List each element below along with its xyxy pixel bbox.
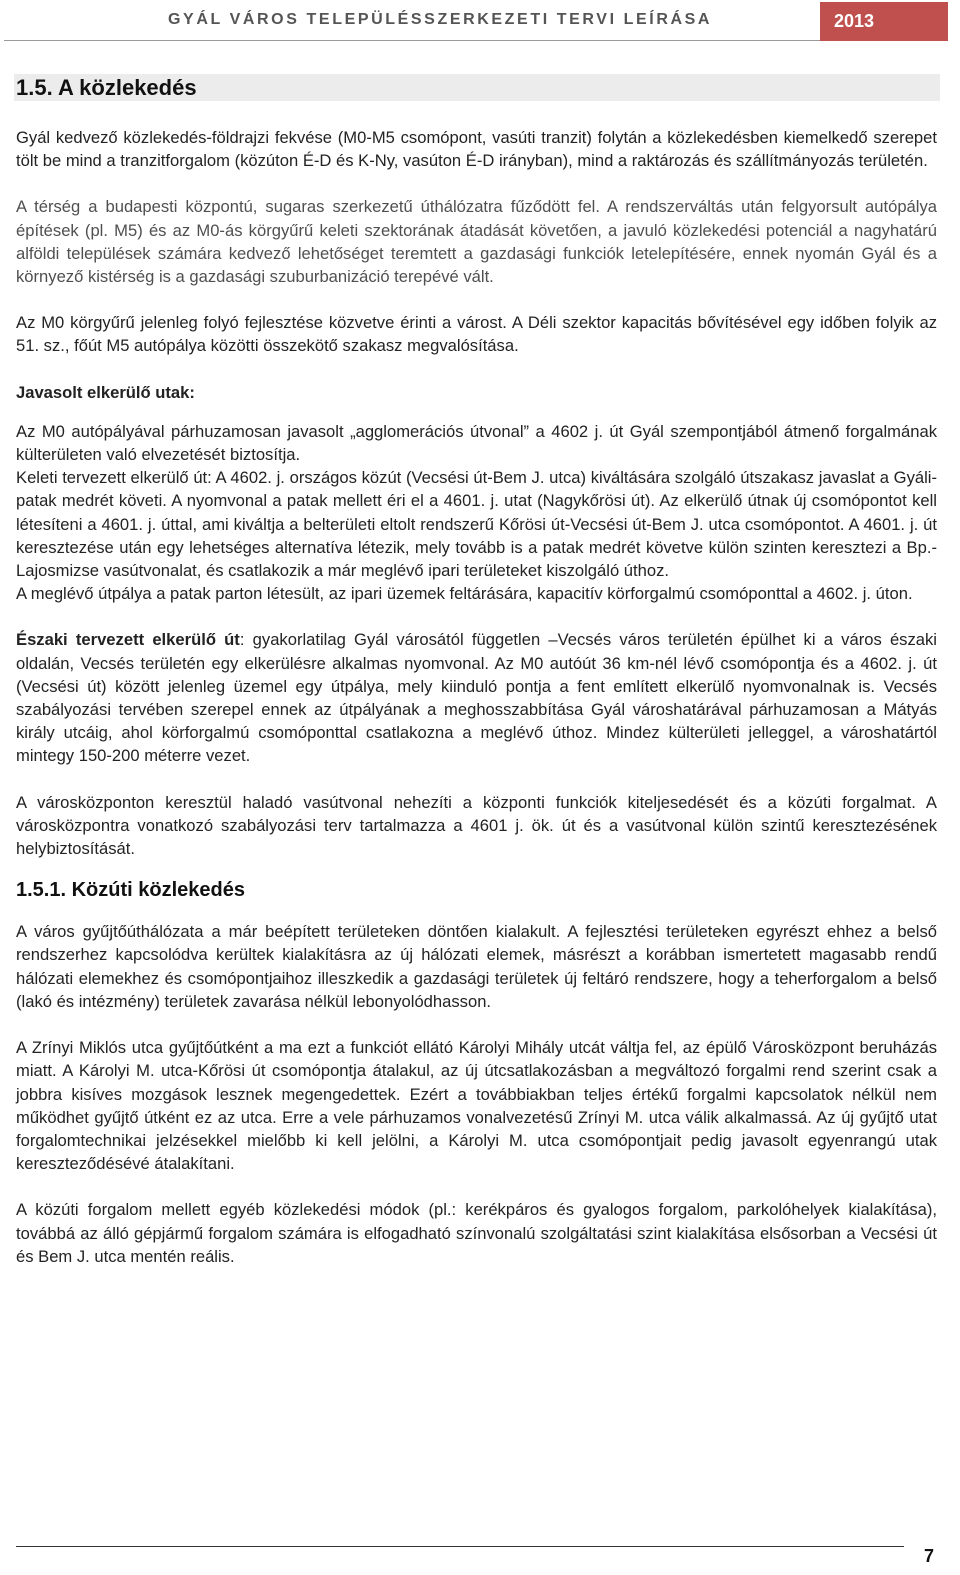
- footer-divider: [16, 1546, 904, 1547]
- document-body: [16, 126, 937, 1268]
- page-number: 7: [924, 1546, 935, 1566]
- paragraph-northern-bypass: [16, 628, 937, 767]
- header-title: GYÁL VÁROS TELEPÜLÉSSZERKEZETI TERVI LEÍRÁSA: [168, 11, 713, 28]
- heading-northern-bypass: Északi tervezett elkerülő út: [16, 630, 240, 650]
- header-year-badge: 2013: [820, 2, 948, 41]
- paragraph-zrinyi-street: A Zrínyi Miklós utca gyűjtőútként a ma ezt a funkciót ellátó Károlyi Mihály utcát váltja fel, az épülő Városközpont beruházás miatt. A Károlyi M. utca-Kőrösi út csomópontja átalakul, az új útcsatlakozásban a megváltozó forgalmi rend szerint csak a jobbra kisíves mozgások lesznek megengedettek. Ezért a továbbiakban teljes értékű forgalmi kapcsolatok nélkül nem működhet gyűjtő útként ez az utca. Erre a vele párhuzamos vonalvezetésű Zrínyi M. utca válik alkalmassá. Az új gyűjtő utat forgalomtechnikai jelzésekkel mielőbb ki kell jelölni, a Károlyi M. utca csomópontjait pedig javasolt egyenrangú utak kereszteződésévé átalakítani.: [16, 1038, 937, 1174]
- paragraph-location: Gyál kedvező közlekedés-földrajzi fekvése (M0-M5 csomópont, vasúti tranzit) folytán a közlekedésben kiemelkedő szerepet tölt be mind a tranzitforgalom (közúton É-D és K-Ny, vasúton É-D irányban), mind a raktározás és szállítmányozás területén.: [16, 128, 937, 171]
- paragraph-collector-network: A város gyűjtőúthálózata a már beépített területeken döntően kialakult. A fejlesztési területeken egyrészt ehhez a belső rendszerhez kapcsolódva kerültek kialakításra az új hálózati elemek, másrészt a korábban ismertetett magasabb rendű hálózati elemekhez és csomópontjaihoz illeszkedik a gazdasági területek új feltáró rendszere, hogy a teherforgalom a belső (lakó és intézmény) területek zavarása nélkül lebonyolódhasson.: [16, 922, 937, 1011]
- paragraph-railway: A városközponton keresztül haladó vasútvonal nehezíti a központi funkciók kiteljesedését és a közúti forgalmat. A városközpontra vonatkozó szabályozási terv tartalmazza a 4601 j. ök. út és a vasútvonal külön szintű keresztezésének helybiztosítását.: [16, 792, 937, 859]
- section-title: 1.5. A közlekedés: [16, 75, 197, 100]
- paragraph-region: A térség a budapesti központú, sugaras szerkezetű úthálózatra fűződött fel. A rendszerváltás után felgyorsult autópálya építések (pl. M5) és az M0-ás körgyűrű keleti szektorának átadását követően, a javuló közlekedési potenciál a nagyhatárú alföldi települések számára kedvező lehetőséget teremtett a gazdasági funkciók letelepítésére, ennek nyomán Gyál és a környező kistérség is a gazdasági szuburbanizáció terepévé vált.: [16, 197, 937, 287]
- northern-bypass-text: : gyakorlatilag Gyál városától független –Vecsés város területén épülhet ki a város északi oldalán, Vecsés területén egy elkerülésre alkalmas nyomvonal. Az M0 autóút 36 km-nél lévő csomópontja és a 4602. j. út (Vecsési út) között jelenleg üzemel egy útpálya, mely kiinduló pontja a fent említett elkerülő nyomvonalnak is. Vecsés szabályozási tervében szerepel ennek az útpályának a meghosszabbítása Gyál városhatárával párhuzamosan a Mátyás király utcáig, ahol körforgalmú csomóponttal csatlakozna a meglévő úthoz. Mindez külterületi jelleggel, a városhatártól mintegy 150-200 méterre vezet.: [16, 630, 937, 766]
- paragraph-existing-road: A meglévő útpálya a patak parton létesült, az ipari üzemek feltárására, kapacitív körforgalmú csomóponttal a 4602. j. úton.: [16, 584, 913, 604]
- paragraph-eastern-bypass: Keleti tervezett elkerülő út: A 4602. j. országos közút (Vecsési út-Bem J. utca) kiváltására szolgáló útszakasz javaslat a Gyáli-patak medrét követi. A nyomvonal a patak mellett éri el a 4601. j. utat (Nagykőrösi út). Az elkerülő útnak új csomópontot kell létesíteni a 4601. j. úttal, ami kiváltja a belterületi eltolt rendszerű Kőrösi út-Vecsési út-Bem J. utca csomópontot. A 4601. j. út keresztezése után egy lehetséges alternatíva létezik, mely tovább is a patak medrét követve külön szinten keresztezi a Bp.-Lajosmizse vasútvonalat, és csatlakozik a már meglévő ipari területeket kiszolgáló úthoz.: [16, 468, 937, 581]
- subsection-title: 1.5.1. Közúti közlekedés: [16, 879, 245, 902]
- page-header: [0, 0, 948, 41]
- paragraph-m0: Az M0 körgyűrű jelenleg folyó fejlesztése közvetve érinti a várost. A Déli szektor kapacitás bővítésével egy időben folyik az 51. sz., főút M5 autópálya közötti összekötő szakasz megvalósítása.: [16, 313, 937, 356]
- paragraph-other-modes: A közúti forgalom mellett egyéb közlekedési módok (pl.: kerékpáros és gyalogos forgalom, parkolóhelyek kialakítása), továbbá az álló gépjármű forgalom számára is elfogadható színvonalú szolgáltatási szint kialakítása elsősorban a Vecsési út és Bem J. utca mentén reális.: [16, 1200, 937, 1266]
- paragraph-agglomeration-route: Az M0 autópályával párhuzamosan javasolt „agglomerációs útvonal” a 4602 j. út Gyál szempontjából átmenő forgalmának külterületen való elvezetését biztosítja.: [16, 421, 937, 465]
- heading-proposed-bypass: Javasolt elkerülő utak:: [16, 382, 195, 402]
- header-divider: [4, 40, 820, 41]
